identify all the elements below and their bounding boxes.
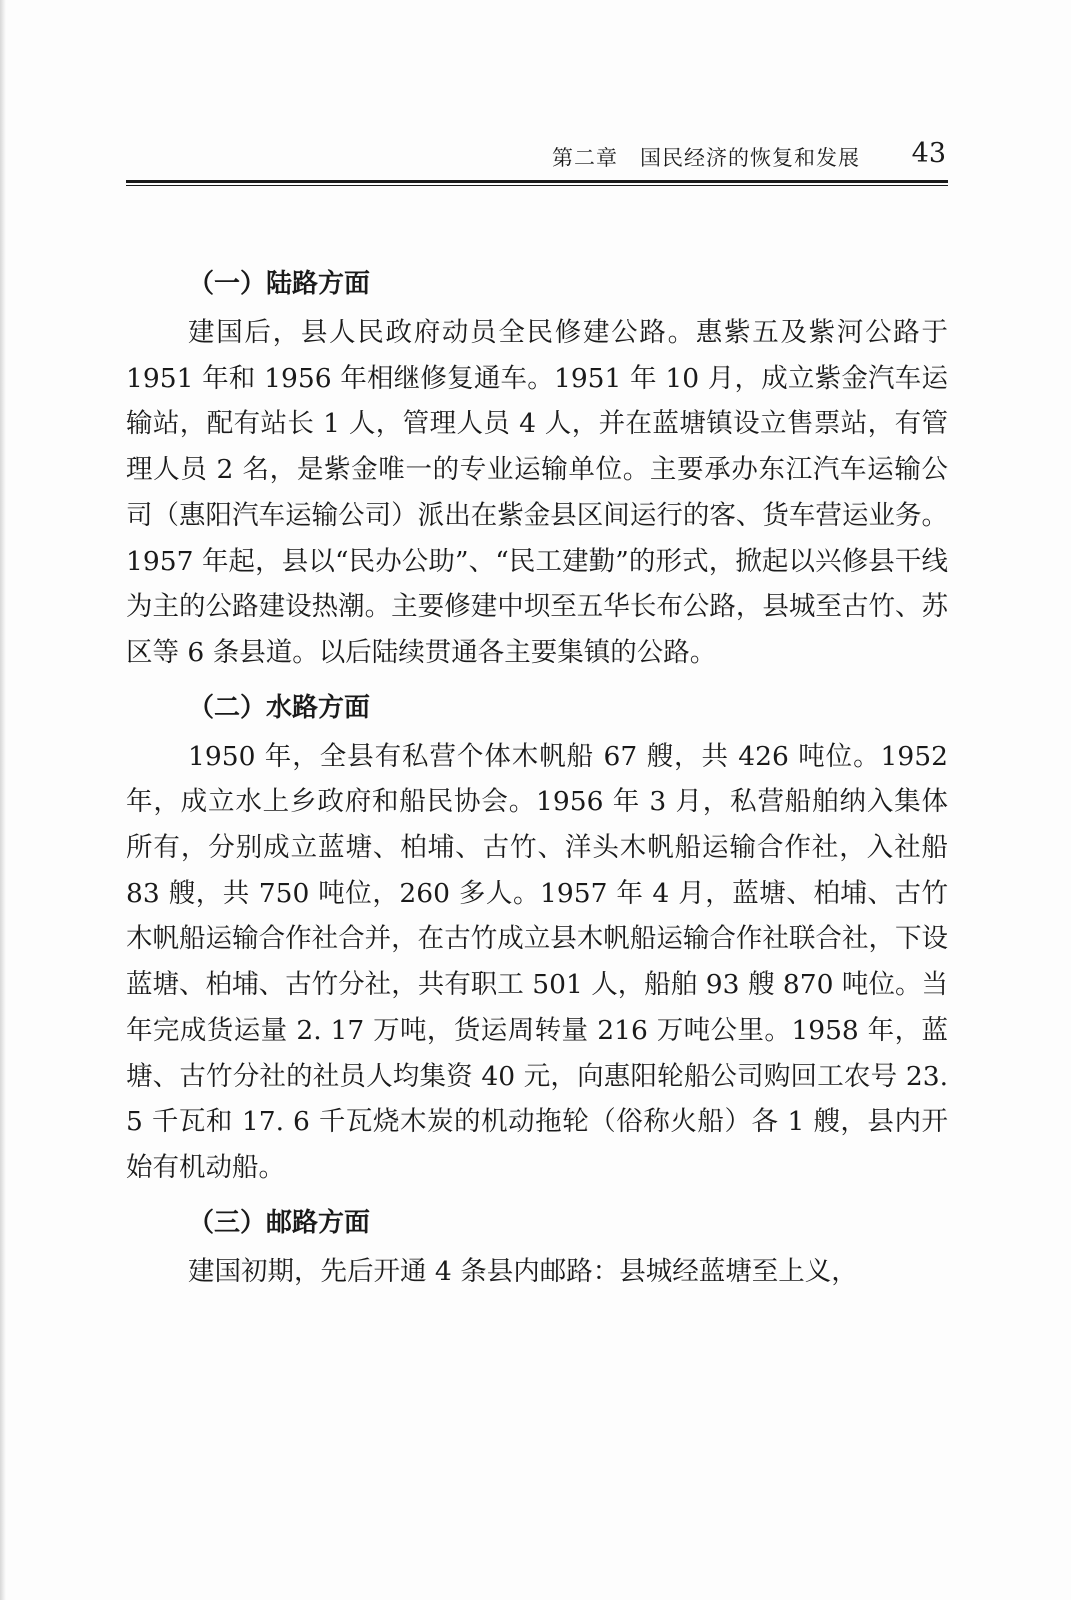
page-binding-edge [0,0,6,1600]
section-heading-land-routes: （一）陆路方面 [188,269,371,299]
section-heading-water-routes: （二）水路方面 [188,692,371,723]
section-heading-postal-routes: （三）邮路方面 [188,1207,371,1238]
running-head [128,138,948,174]
header-rule-thin [126,185,948,186]
chapter-title: 第二章 国民经济的恢复和发展 [552,146,860,170]
paragraph-water-routes: 1950 年，全县有私营个体木帆船 67 艘，共 426 吨位。1952 年，成立水上乡政府和船民协会。1956 年 3 月，私营船舶纳入集体所有，分别成立蓝塘、柏埔、古竹、洋头木帆船运输合作社，入社船 83 艘，共 750 吨位，260 多人。1957 年 4 月，蓝塘、柏埔、古竹木帆船运输合作社合并，在古竹成立县木帆船运输合作社联合社，下设蓝塘、柏埔、古竹分社，共有职工 501 人，船舶 93 艘 870 吨位。当年完成货运量 2. 17 万吨，货运周转量 216 万吨公里。1958 年，蓝塘、古竹分社的社员人均集资 40 元，向惠阳轮船公司购回工农号 23. 5 千瓦和 17. 6 千瓦烧木炭的机动拖轮（俗称火船）各 1 艘，县内开始有机动船。 [126,740,948,1183]
body-text [126,258,948,1300]
page-number: 43 [911,138,946,169]
paragraph-postal-routes: 建国初期，先后开通 4 条县内邮路：县城经蓝塘至上义， [188,1255,858,1287]
paragraph-land-routes: 建国后，县人民政府动员全民修建公路。惠紫五及紫河公路于 1951 年和 1956 年相继修复通车。1951 年 10 月，成立紫金汽车运输站，配有站长 1 人，管理人员 4 人，并在蓝塘镇设立售票站，有管理人员 2 名，是紫金唯一的专业运输单位。主要承办东江汽车运输公司（惠阳汽车运输公司）派出在紫金县区间运行的客、货车营运业务。1957 年起，县以“民办公助”、“民工建勤”的形式，掀起以兴修县干线为主的公路建设热潮。主要修建中坝至五华长布公路，县城至古竹、苏区等 6 条县道。以后陆续贯通各主要集镇的公路。 [126,317,948,668]
header-rule-thick [126,180,948,183]
